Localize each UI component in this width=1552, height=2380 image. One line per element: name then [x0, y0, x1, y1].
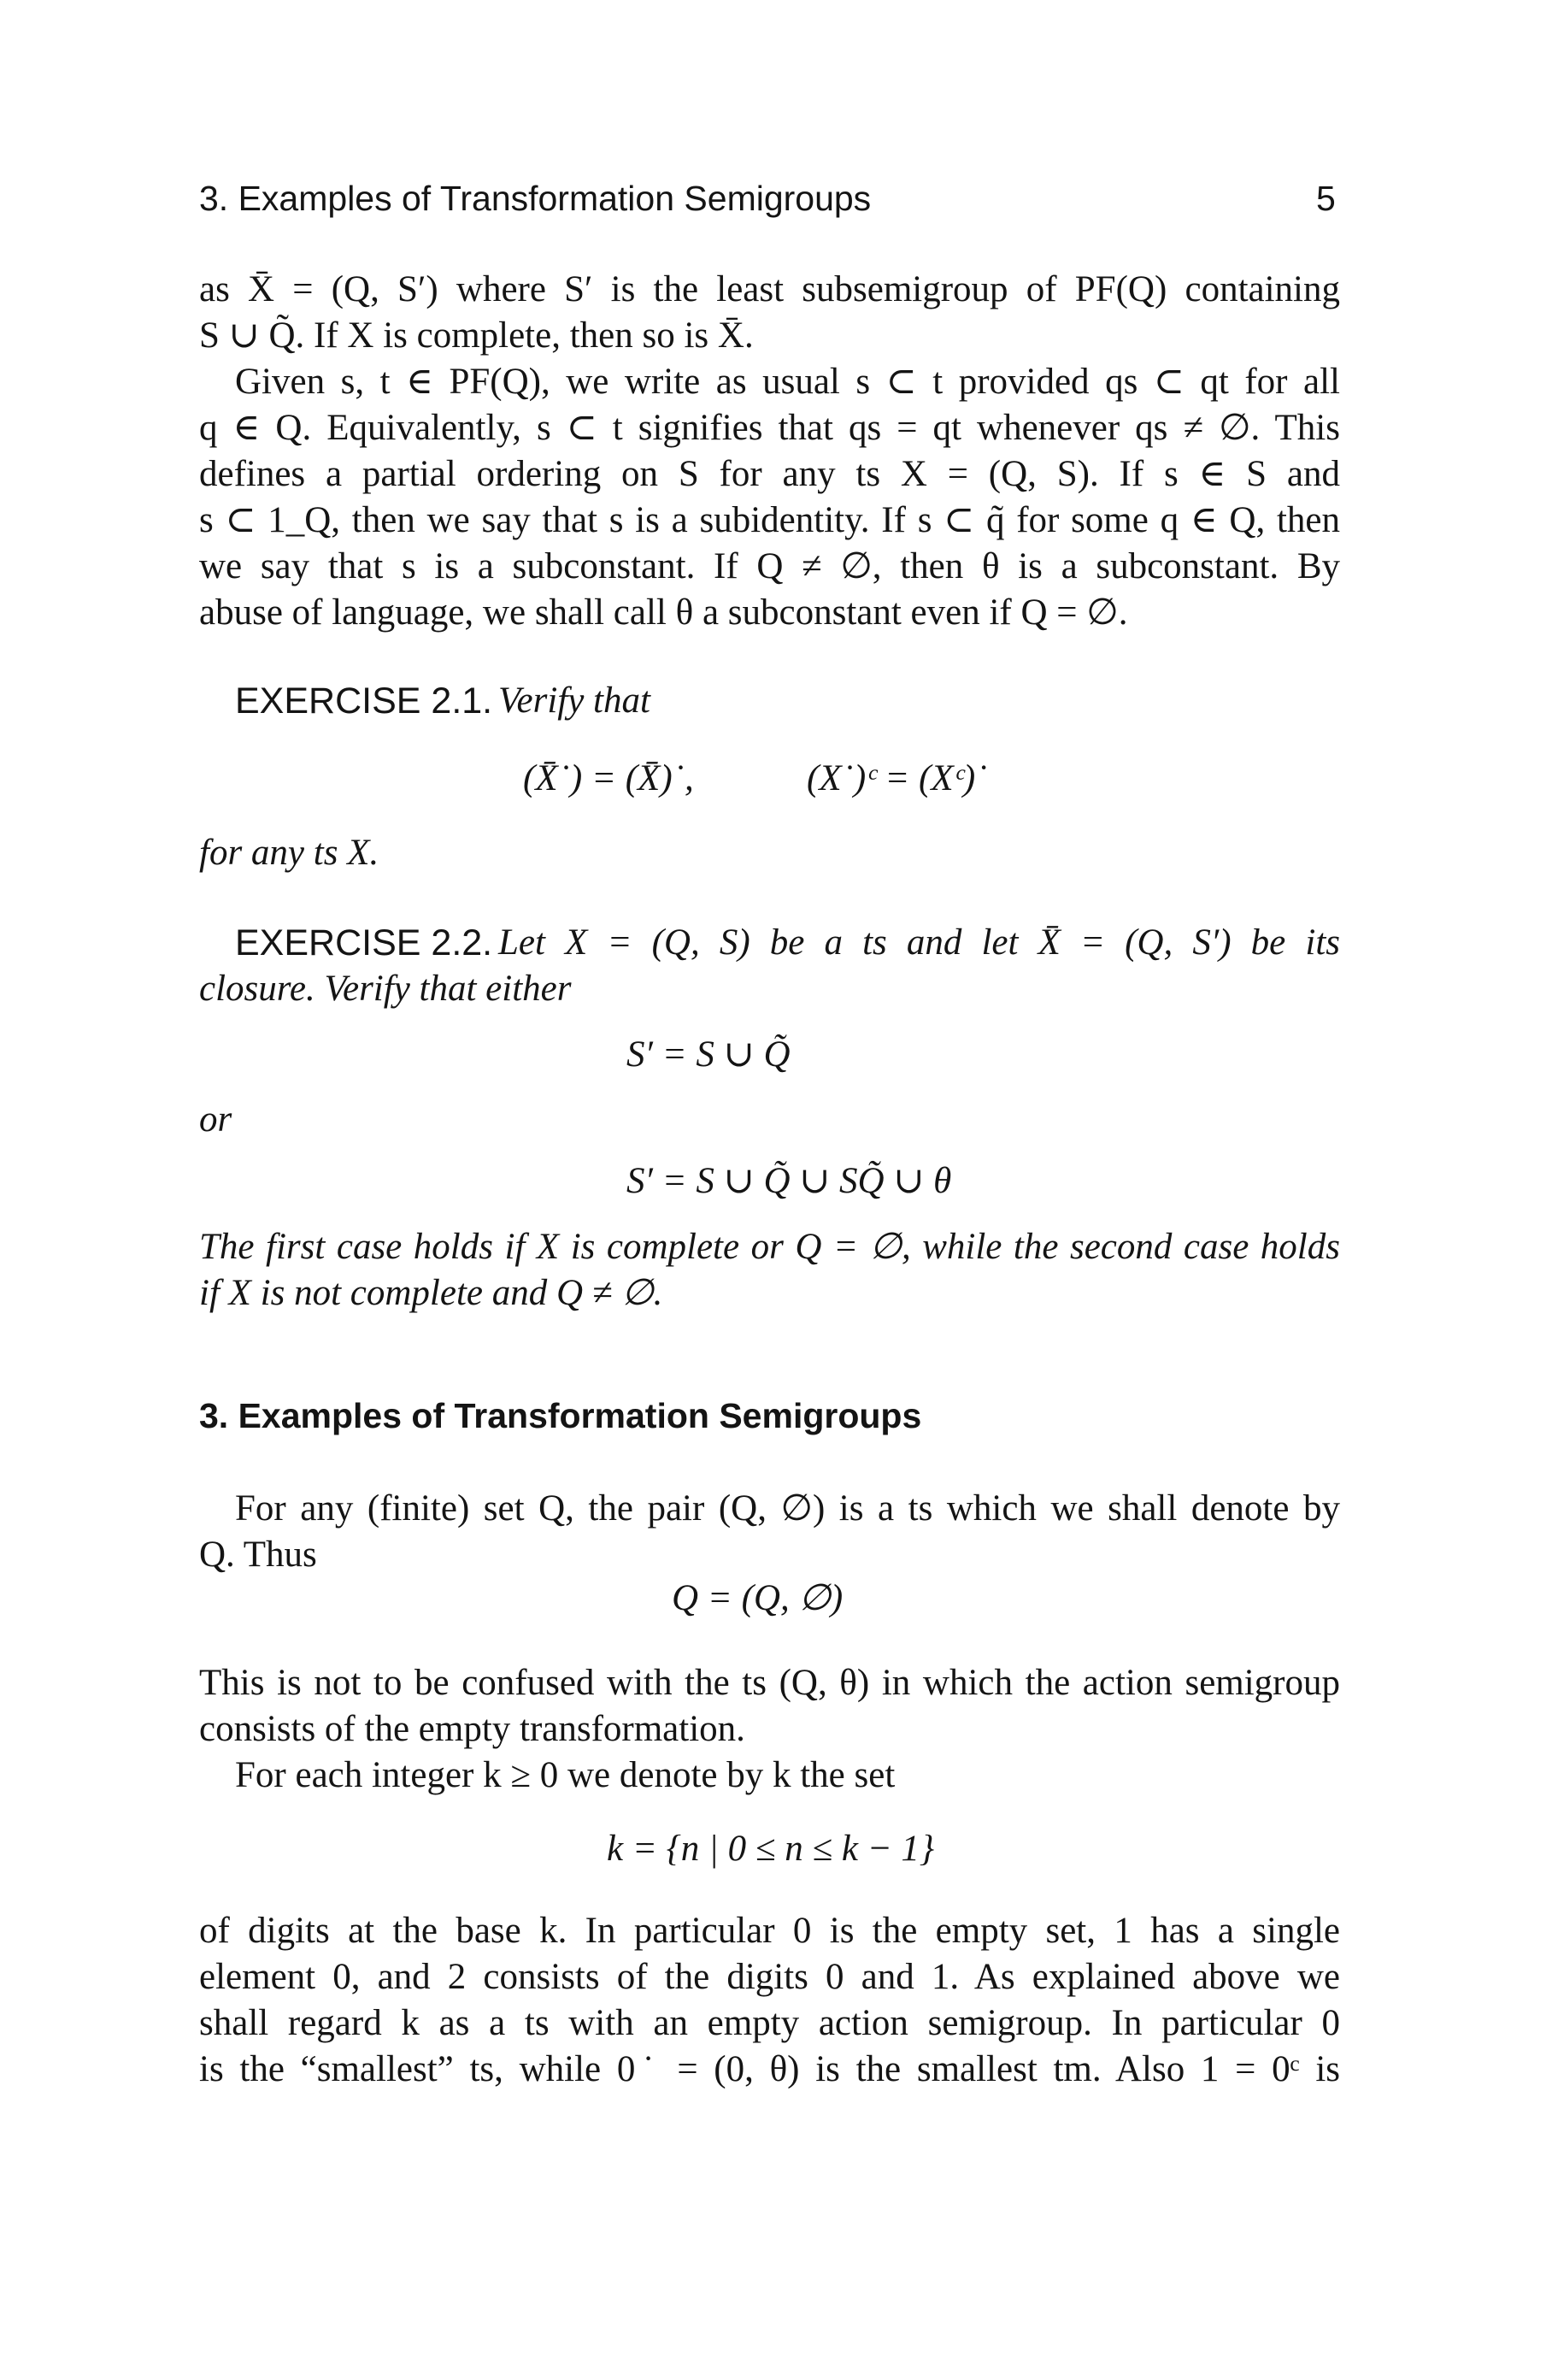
paragraph-line: element 0, and 2 consists of the digits 0 and 1. As explained above we [199, 1957, 1340, 1997]
exercise-2-2-equation-1: S′ = S ∪ Q̃ [626, 1034, 791, 1075]
paragraph-line: s ⊂ 1_Q, then we say that s is a subidentity. If s ⊂ q̃ for some q ∈ Q, then [199, 500, 1340, 540]
exercise-2-2-line: closure. Verify that either [199, 969, 572, 1009]
exercise-2-2-equation-2: S′ = S ∪ Q̃ ∪ SQ̃ ∪ θ [626, 1161, 952, 1201]
exercise-2-2-conclusion-line: if X is not complete and Q ≠ ∅. [199, 1273, 663, 1313]
paragraph-line: For each integer k ≥ 0 we denote by k the set [235, 1755, 896, 1795]
exercise-2-1-label: EXERCISE 2.1. [235, 680, 493, 722]
paragraph-line: of digits at the base k. In particular 0 is the empty set, 1 has a single [199, 1911, 1340, 1951]
exercise-2-1-lead: Verify that [498, 680, 650, 721]
exercise-2-2-label: EXERCISE 2.2. [235, 922, 493, 963]
page-number: 5 [1316, 179, 1336, 218]
paragraph-line: we say that s is a subconstant. If Q ≠ ∅, then θ is a subconstant. By [199, 546, 1340, 586]
equation-q: Q = (Q, ∅) [672, 1578, 844, 1618]
section-heading: 3. Examples of Transformation Semigroups [199, 1396, 922, 1435]
running-head-title: 3. Examples of Transformation Semigroups [199, 179, 872, 218]
paragraph-line: This is not to be confused with the ts (Q, θ) in which the action semigroup [199, 1663, 1340, 1703]
paragraph-line: S ∪ Q̃. If X is complete, then so is X̄. [199, 315, 754, 356]
paragraph-line: defines a partial ordering on S for any ts X = (Q, S). If s ∈ S and [199, 454, 1340, 494]
paragraph-line: abuse of language, we shall call θ a subconstant even if Q = ∅. [199, 592, 1128, 633]
exercise-2-2-line: Let X = (Q, S) be a ts and let X̄ = (Q, S′) be its [498, 922, 1340, 963]
exercise-2-1-equation-a: (X̄˙) = (X̄)˙, [523, 758, 694, 798]
equation-k: k = {n | 0 ≤ n ≤ k − 1} [607, 1829, 935, 1869]
exercise-2-2-or: or [199, 1099, 232, 1140]
paragraph-line: Q. Thus [199, 1535, 317, 1575]
paragraph-line: is the “smallest” ts, while 0˙ = (0, θ) is the smallest tm. Also 1 = 0ᶜ is [199, 2049, 1340, 2089]
exercise-2-1-equation-b: (X˙)ᶜ = (Xᶜ)˙ [807, 758, 988, 798]
paragraph-line: as X̄ = (Q, S′) where S′ is the least subsemigroup of PF(Q) containing [199, 269, 1340, 309]
paragraph-line: shall regard k as a ts with an empty action semigroup. In particular 0 [199, 2003, 1340, 2043]
paragraph-line: For any (finite) set Q, the pair (Q, ∅) is a ts which we shall denote by [235, 1488, 1340, 1529]
paragraph-line: Given s, t ∈ PF(Q), we write as usual s ⊂ t provided qs ⊂ qt for all [235, 362, 1340, 402]
exercise-2-1-tail: for any ts X. [199, 833, 379, 873]
exercise-2-2-conclusion-line: The first case holds if X is complete or Q = ∅, while the second case holds [199, 1227, 1340, 1267]
paragraph-line: q ∈ Q. Equivalently, s ⊂ t signifies that qs = qt whenever qs ≠ ∅. This [199, 408, 1340, 448]
paragraph-line: consists of the empty transformation. [199, 1709, 745, 1749]
